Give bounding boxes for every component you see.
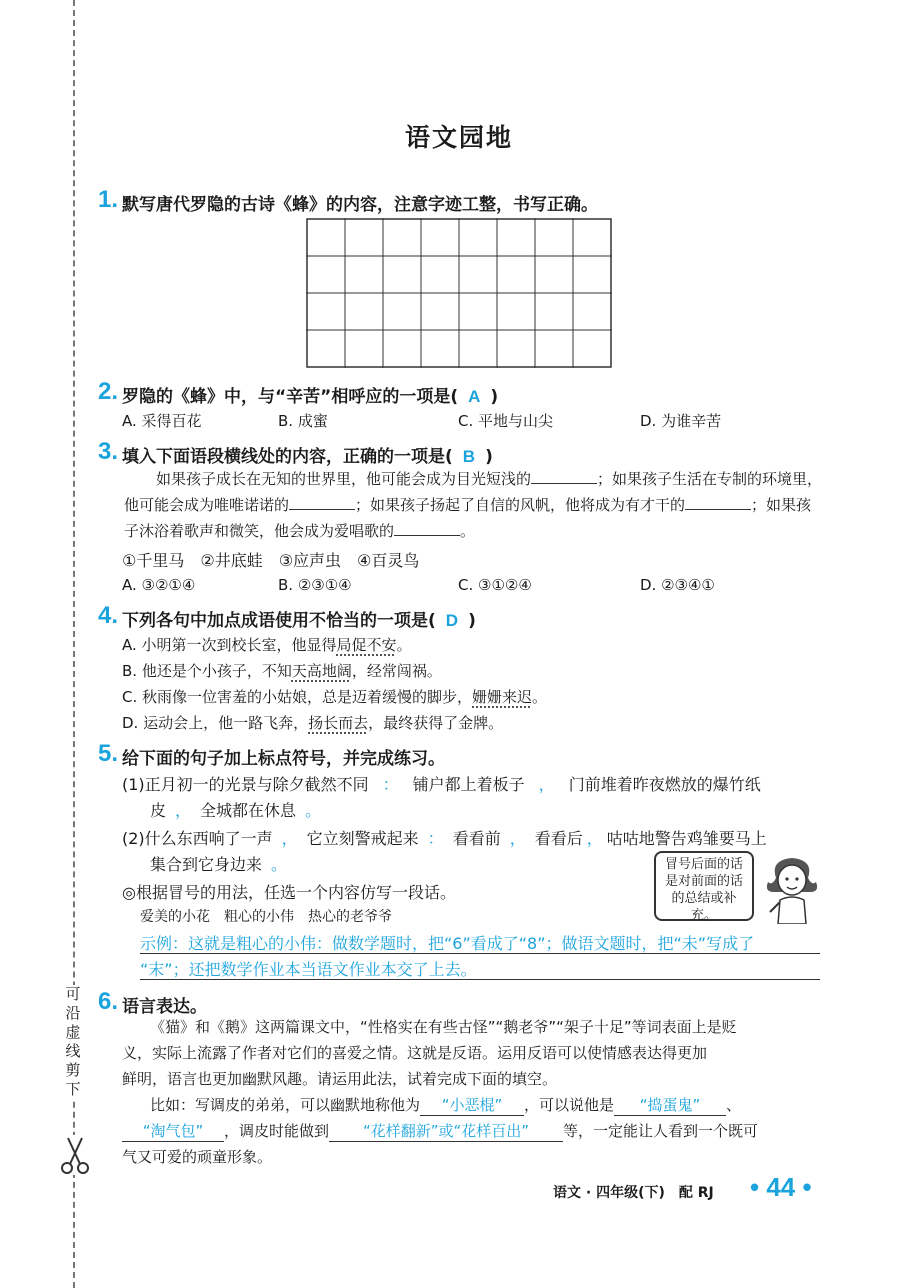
q6-fill-line-3: 气又可爱的顽童形象。 xyxy=(122,1148,273,1166)
q2-option-b: B. 成蜜 xyxy=(278,412,328,430)
q6-para-line-3: 鲜明，语言也更加幽默风趣。请运用此法，试着完成下面的填空。 xyxy=(122,1070,558,1088)
q6-l1-text-b: ，可以说他是 xyxy=(524,1096,615,1114)
q3-text: 填入下面语段横线处的内容，正确的一项是( xyxy=(122,447,453,467)
q5-number: 5. xyxy=(98,740,119,767)
q4-d-text: D. 运动会上，他一路飞奔， xyxy=(122,714,309,732)
writing-grid xyxy=(306,218,612,368)
q5-s1-mark-3: ， xyxy=(175,801,192,820)
q5-s2-mark-3: ， xyxy=(509,829,526,848)
q4-d-idiom: 扬长而去 xyxy=(308,714,369,732)
q3-option-c: C. ③①②④ xyxy=(458,576,532,594)
q4-option-b xyxy=(122,660,442,681)
q4-option-a xyxy=(122,634,412,655)
q3-passage-1: 如果孩子成长在无知的世界里，他可能会成为目光短浅的 xyxy=(156,470,532,488)
q4-a-end: 。 xyxy=(396,636,412,654)
scissors-icon xyxy=(58,1135,92,1175)
q3-answer: B xyxy=(462,447,476,466)
q4-question xyxy=(122,606,476,631)
q1-number: 1. xyxy=(98,186,119,213)
q3-text-end: ) xyxy=(485,447,493,467)
q4-c-text: C. 秋雨像一位害羞的小姑娘，总是迈着缓慢的脚步， xyxy=(122,688,473,706)
q3-question xyxy=(122,442,493,467)
q6-l1-text-a: 比如：写调皮的弟弟，可以幽默地称他为 xyxy=(150,1096,421,1114)
q6-answer-1[interactable]: “小恶棍” xyxy=(420,1094,524,1116)
q3-option-b: B. ②③①④ xyxy=(278,576,352,594)
q4-text-end: ) xyxy=(468,611,476,631)
q5-s1-mark-2: ， xyxy=(538,775,555,794)
q6-answer-2[interactable]: “捣蛋鬼” xyxy=(614,1094,726,1116)
q3-blank-4[interactable] xyxy=(394,521,460,536)
q4-option-d xyxy=(122,712,503,733)
q2-option-c: C. 平地与山尖 xyxy=(458,412,554,430)
q2-option-a: A. 采得百花 xyxy=(122,412,202,430)
page-title: 语文园地 xyxy=(404,123,513,152)
q3-option-d: D. ②③④① xyxy=(640,576,715,594)
cut-hint: 可沿虚线剪下 xyxy=(60,985,86,1099)
q2-option-d: D. 为谁辛苦 xyxy=(640,412,722,430)
q3-choices: ①千里马 ②井底蛙 ③应声虫 ④百灵鸟 xyxy=(122,551,420,570)
q2-answer: A xyxy=(468,387,481,406)
q5-s1-mark-1: ： xyxy=(382,775,399,794)
q3-passage-4: ；如果孩子沐浴着歌声和微笑，他会成为爱唱歌的 xyxy=(124,496,812,540)
q6-text: 语言表达。 xyxy=(122,997,207,1017)
q5-s2-part-e: 咕咕地警告鸡雏要马上 xyxy=(606,829,767,848)
q5-s2-mark-2: ： xyxy=(427,829,444,848)
q5-s1-part-b: 铺户都上着板子 xyxy=(412,775,525,794)
q1-text: 默写唐代罗隐的古诗《蜂》的内容，注意字迹工整，书写正确。 xyxy=(122,195,598,215)
q5-text: 给下面的句子加上标点符号，并完成练习。 xyxy=(122,749,445,769)
q5-s2-part-c: 看看前 xyxy=(452,829,501,848)
q2-number: 2. xyxy=(98,378,119,405)
q5-s1-part-a: (1)正月初一的光景与除夕截然不同 xyxy=(122,775,369,794)
q5-sentence-1-cont xyxy=(150,798,330,821)
tip-bubble: 冒号后面的话是对前面的话的总结或补充。 xyxy=(654,851,754,921)
q5-s2-part-d: 看看后 xyxy=(534,829,583,848)
q5-task: ◎根据冒号的用法，任选一个内容仿写一段话。 xyxy=(122,883,456,902)
page-number: • 44 • xyxy=(750,1172,812,1202)
q5-s1-part-c: 门前堆着昨夜燃放的爆竹纸 xyxy=(568,775,761,794)
q4-b-end: ，经常闯祸。 xyxy=(351,662,442,680)
q4-b-idiom: 天高地阔 xyxy=(291,662,352,680)
q5-sentence-2-cont xyxy=(150,852,296,875)
q5-s2-part-a: (2)什么东西响了一声 xyxy=(122,829,273,848)
q6-answer-4[interactable]: “花样翻新”或“花样百出” xyxy=(329,1120,563,1142)
q6-answer-3[interactable]: “淘气包” xyxy=(122,1120,224,1142)
q4-text: 下列各句中加点成语使用不恰当的一项是( xyxy=(122,611,436,631)
q6-number: 6. xyxy=(98,988,119,1015)
q6-l1-text-c: 、 xyxy=(726,1096,742,1114)
q5-s2-mark-1: ， xyxy=(281,829,298,848)
q6-fill-line-1 xyxy=(150,1094,741,1116)
q4-answer: D xyxy=(445,611,459,630)
q2-text: 罗隐的《蜂》中，与“辛苦”相呼应的一项是( xyxy=(122,387,459,407)
q3-number: 3. xyxy=(98,438,119,465)
q5-s1-part-e: 全城都在休息 xyxy=(200,801,297,820)
q5-topics: 爱美的小花 粗心的小伟 热心的老爷爷 xyxy=(140,909,392,925)
q3-blank-3[interactable] xyxy=(685,495,751,510)
q2-question xyxy=(122,382,498,407)
q5-sentence-1 xyxy=(122,772,761,795)
q5-s1-mark-4: 。 xyxy=(305,801,322,820)
q5-s2-mark-4: ， xyxy=(586,829,603,848)
q6-l2-text-a: ，调皮时能做到 xyxy=(224,1122,330,1140)
q5-s2-mark-5: 。 xyxy=(271,855,288,874)
q4-a-idiom: 局促不安 xyxy=(336,636,397,654)
q3-option-a: A. ③②①④ xyxy=(122,576,196,594)
q5-model-line-2[interactable]: “末”；还把数学作业本当语文作业本交了上去。 xyxy=(140,957,820,980)
q6-l2-text-b: 等，一定能让人看到一个既可 xyxy=(563,1122,759,1140)
q4-a-text: A. 小明第一次到校长室，他显得 xyxy=(122,636,337,654)
q3-blank-2[interactable] xyxy=(289,495,355,510)
q4-c-end: 。 xyxy=(532,688,548,706)
q5-model-line-1[interactable]: 示例：这就是粗心的小伟：做数学题时，把“6”看成了“8”；做语文题时，把“未”写成了 xyxy=(140,931,820,954)
girl-illustration-icon xyxy=(762,852,822,924)
q3-passage xyxy=(124,466,824,544)
q3-passage-3: ；如果孩子扬起了自信的风帆，他将成为有才干的 xyxy=(355,496,686,514)
q5-s1-part-d: 皮 xyxy=(150,801,167,820)
q5-s2-part-b: 它立刻警戒起来 xyxy=(306,829,419,848)
q3-passage-2: ；如果孩子生活在专制的环境里，他可能会成为唯唯诺诺的 xyxy=(124,470,823,514)
q4-number: 4. xyxy=(98,602,119,629)
q6-para-line-2: 义，实际上流露了作者对它们的喜爱之情。这就是反语。运用反语可以使情感表达得更加 xyxy=(122,1044,708,1062)
q2-text-end: ) xyxy=(490,387,499,407)
q6-para-line-1: 《猫》和《鹅》这两篇课文中，“性格实在有些古怪”“鹅老爷”“架子十足”等词表面上是贬 xyxy=(150,1018,737,1036)
q4-b-text: B. 他还是个小孩子，不知 xyxy=(122,662,292,680)
q6-fill-line-2 xyxy=(122,1120,758,1142)
q3-blank-1[interactable] xyxy=(531,469,597,484)
q3-passage-5: 。 xyxy=(460,522,476,540)
footer-subject: 语文 · 四年级(下) 配 RJ xyxy=(553,1185,714,1201)
q4-d-end: ，最终获得了金牌。 xyxy=(368,714,504,732)
q5-s2-part-f: 集合到它身边来 xyxy=(150,855,263,874)
q4-option-c xyxy=(122,686,547,707)
q4-c-idiom: 姗姗来迟 xyxy=(472,688,533,706)
q5-sentence-2 xyxy=(122,826,767,849)
